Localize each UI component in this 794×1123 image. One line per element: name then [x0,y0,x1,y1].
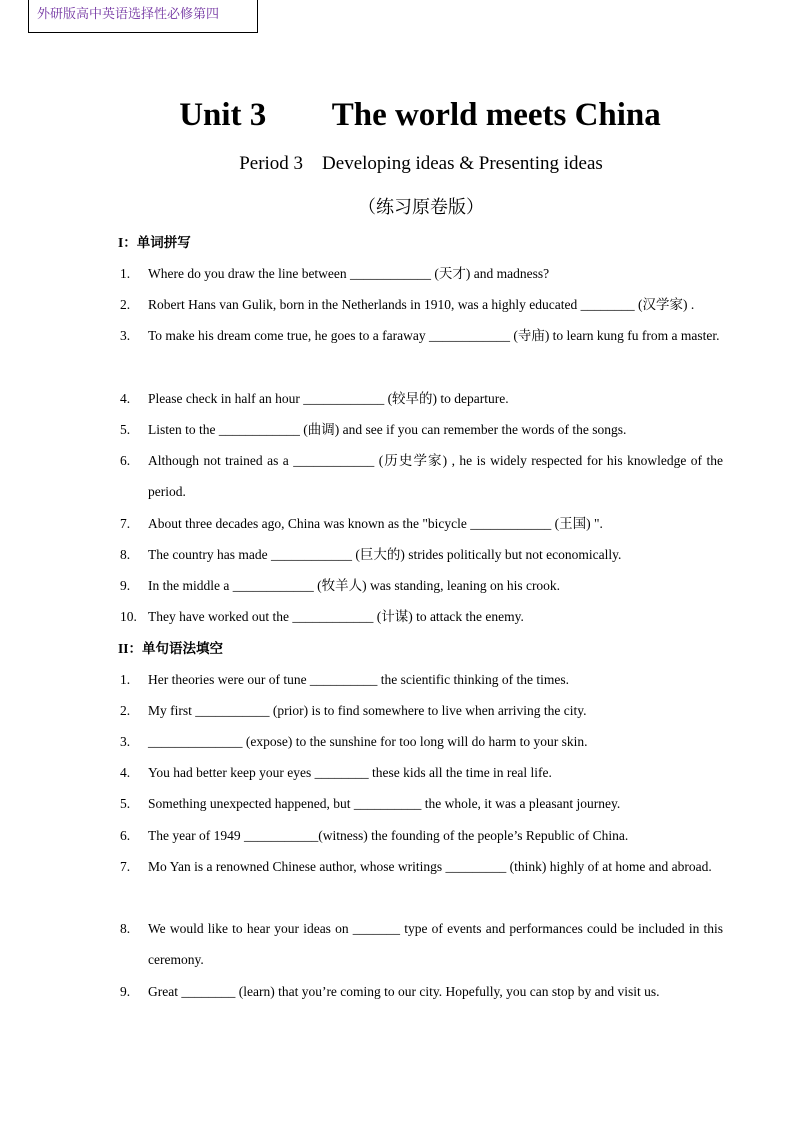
unit-title: Unit 3 The world meets China [179,97,661,133]
question-number: 5. [120,422,131,437]
question-text: Please check in half an hour ____________ (较早的) to departure. [148,391,509,406]
question-text: Mo Yan is a renowned Chinese author, whose writings _________ (think) highly of at home and abroad. [148,859,712,874]
exercise-subtitle: （练习原卷版） [358,197,484,217]
question-number: 9. [120,984,131,999]
question-number: 4. [120,765,131,780]
question-number: 1. [120,672,131,687]
question-text: Something unexpected happened, but __________ the whole, it was a pleasant journey. [148,796,621,811]
question-number: 3. [120,328,131,343]
question-number: 4. [120,391,131,406]
question-number: 5. [120,796,131,811]
question-text: Although not trained as a ____________ (历史学家) , he is widely respected for his knowledge of the period. [148,453,723,499]
question-number: 3. [120,734,131,749]
question-text: We would like to hear your ideas on _______ type of events and performances could be included in this ceremony. [148,921,723,967]
question-text: They have worked out the ____________ (计谋) to attack the enemy. [148,609,524,624]
question-text: Where do you draw the line between ____________ (天才) and madness? [148,266,550,281]
question-number: 1. [120,266,131,281]
question-number: 8. [120,547,131,562]
question-number: 6. [120,453,131,468]
question-text: You had better keep your eyes ________ these kids all the time in real life. [148,765,552,780]
question-text: ______________ (expose) to the sunshine for too long will do harm to your skin. [148,734,588,749]
question-text: Great ________ (learn) that you’re coming to our city. Hopefully, you can stop by and visit us. [148,984,660,999]
question-number: 10. [120,609,137,624]
question-text: To make his dream come true, he goes to a faraway ____________ (寺庙) to learn kung fu from a master. [148,328,720,343]
question-text: My first ___________ (prior) is to find somewhere to live when arriving the city. [148,703,587,718]
section-heading-grammar: II：单句语法填空 [118,641,224,656]
question-text: In the middle a ____________ (牧羊人) was standing, leaning on his crook. [148,578,561,593]
question-text: About three decades ago, China was known as the "bicycle ____________ (王国) ". [148,516,603,531]
question-text: The country has made ____________ (巨大的) strides politically but not economically. [148,547,622,562]
question-number: 7. [120,859,131,874]
question-text: The year of 1949 ___________(witness) the founding of the people’s Republic of China. [148,828,629,843]
question-number: 7. [120,516,131,531]
question-number: 8. [120,921,131,936]
question-text: Robert Hans van Gulik, born in the Netherlands in 1910, was a highly educated ________ (汉学家) . [148,297,695,312]
header-label: 外研版高中英语选择性必修第四 [28,0,258,33]
question-text: Listen to the ____________ (曲调) and see if you can remember the words of the songs. [148,422,627,437]
question-number: 6. [120,828,131,843]
section-heading-spelling: I：单词拼写 [118,235,191,250]
question-number: 2. [120,297,131,312]
period-title: Period 3 Developing ideas & Presenting ideas [239,153,603,174]
question-number: 2. [120,703,131,718]
question-text: Her theories were our of tune __________ the scientific thinking of the times. [148,672,570,687]
question-number: 9. [120,578,131,593]
